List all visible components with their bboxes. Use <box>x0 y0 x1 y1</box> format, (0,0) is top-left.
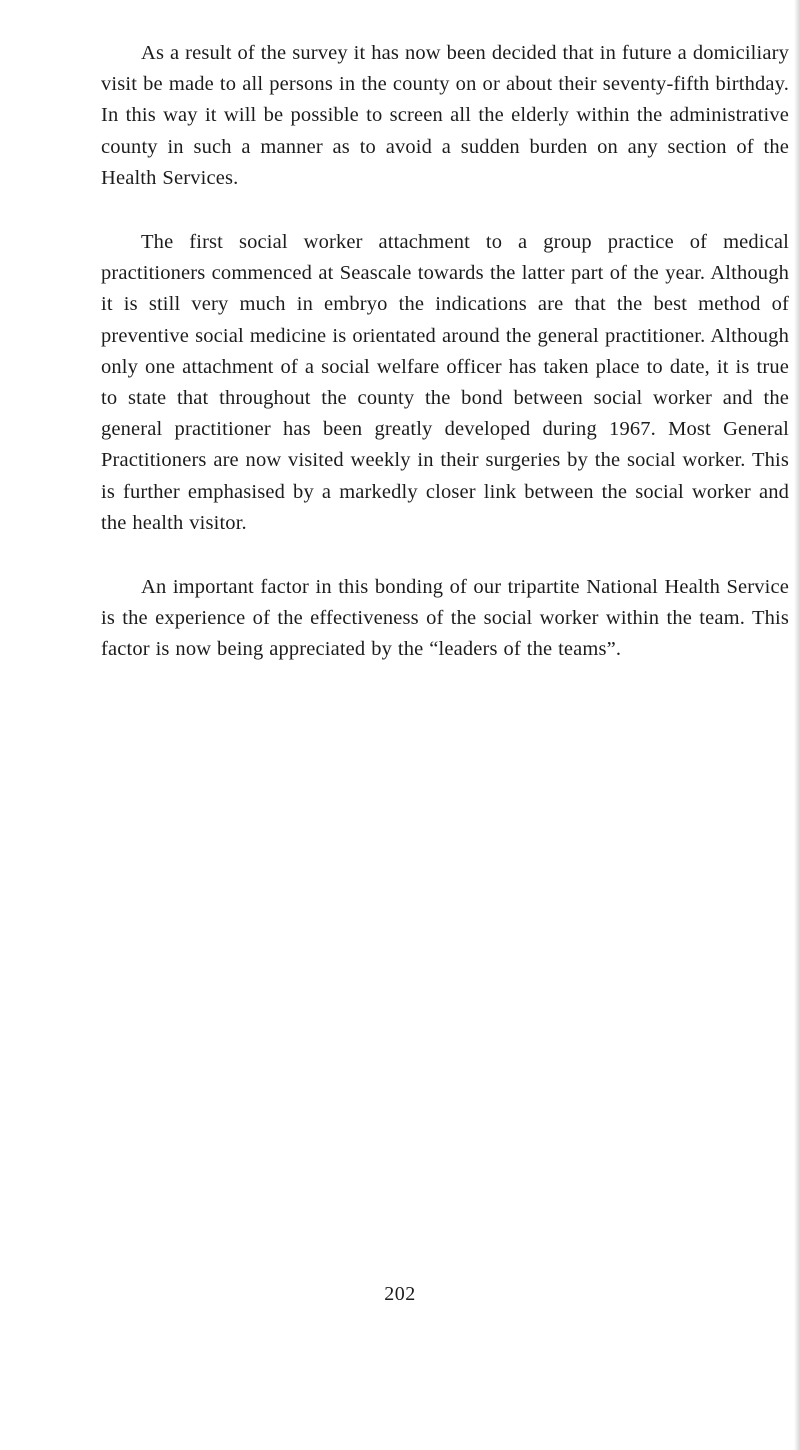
paragraph-tripartite-bonding: An important factor in this bonding of our tripartite National Health Service is the experience of the effectiveness of the social worker within the team. This factor is now being appreciated by the “leaders of the teams”. <box>101 576 789 661</box>
paragraph-survey-domiciliary-visit: As a result of the survey it has now been decided that in future a domiciliary visit be made to all persons in the county on or about their seventy-fifth birthday. In this way it will be possible to screen all the elderly within the administrative county in such a manner as to avoid a sudden burden on any section of the Health Services. <box>101 42 789 189</box>
page-edge-shadow <box>794 0 800 1450</box>
body-text <box>101 38 789 666</box>
page-number: 202 <box>384 1283 416 1305</box>
paragraph-social-worker-attachment: The first social worker attachment to a group practice of medical practitioners commenced at Seascale towards the latter part of the year. Although it is still very much in embryo the indications are that the best method of preventive social medicine is orientated around the general practitioner. Although only one attachment of a social welfare officer has taken place to date, it is true to state that throughout the county the bond between social worker and the general practitioner has been greatly developed during 1967. Most General Practitioners are now visited weekly in their surgeries by the social worker. This is further emphasised by a markedly closer link between the social worker and the health visitor. <box>101 231 789 534</box>
